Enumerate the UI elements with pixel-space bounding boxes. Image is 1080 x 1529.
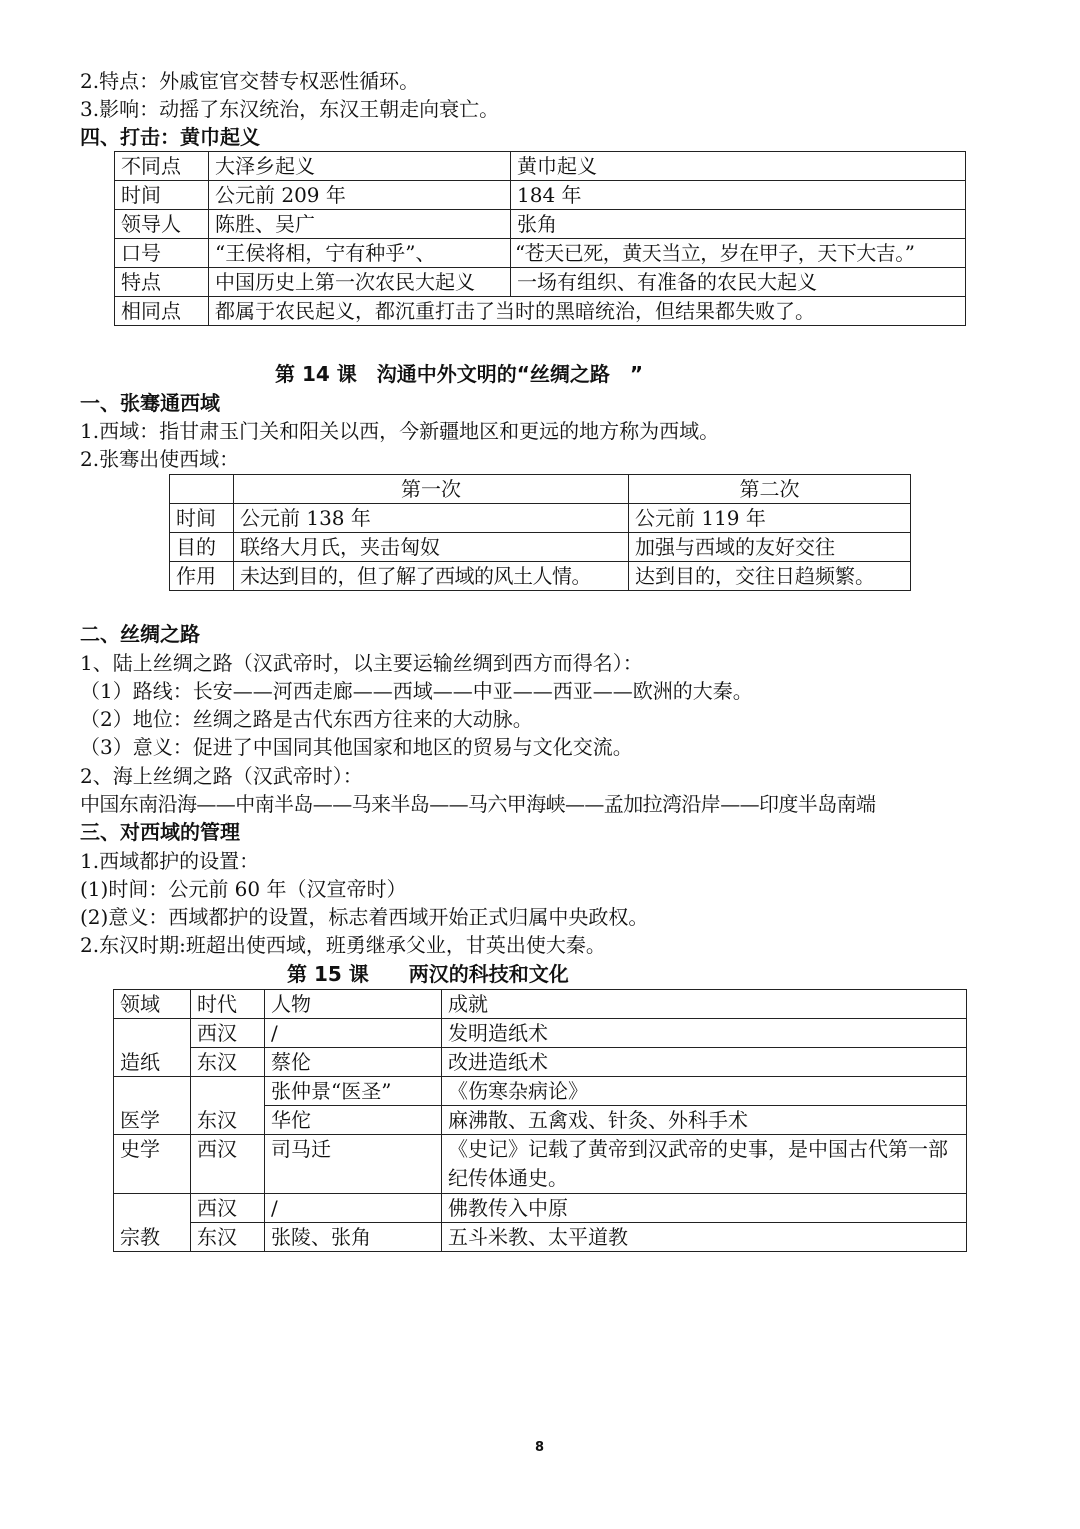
- table-cell: 口号: [115, 239, 209, 268]
- table-row: [114, 1019, 967, 1048]
- text-line: 2.东汉时期:班超出使西域，班勇继承父业，甘英出使大秦。: [80, 933, 606, 957]
- table-row: [114, 1194, 967, 1223]
- table-cell: 达到目的，交往日趋频繁。: [629, 562, 911, 591]
- text-line: 中国东南沿海——中南半岛——马来半岛——马六甲海峡——孟加拉湾沿岸——印度半岛南端: [80, 792, 876, 816]
- table-cell: /: [265, 1019, 442, 1048]
- table-cell: 发明造纸术: [442, 1019, 967, 1048]
- section-heading: 一、张骞通西域: [80, 391, 220, 415]
- table-cell: 改进造纸术: [442, 1048, 967, 1077]
- table-cell: 东汉: [191, 1048, 265, 1077]
- text-line: （3）意义：促进了中国同其他国家和地区的贸易与文化交流。: [80, 735, 633, 759]
- table-cell: 时间: [115, 181, 209, 210]
- table-cell: 司马迁: [265, 1135, 442, 1194]
- table-cell: 华佗: [265, 1106, 442, 1135]
- table-cell: 张陵、张角: [265, 1223, 442, 1252]
- text-line: 2、海上丝绸之路（汉武帝时）：: [80, 764, 363, 788]
- table-row: [114, 1223, 967, 1252]
- table-cell: 五斗米教、太平道教: [442, 1223, 967, 1252]
- table-cell: 成就: [442, 990, 967, 1019]
- han-science-culture-table: [113, 989, 967, 1252]
- text-line: 2.特点：外戚宦官交替专权恶性循环。: [80, 69, 420, 93]
- table-cell: 西汉: [191, 1019, 265, 1048]
- table-cell: 大泽乡起义: [209, 152, 511, 181]
- section-heading: 四、打击：黄巾起义: [80, 125, 260, 149]
- table-cell: 第一次: [234, 475, 629, 504]
- table-cell: 西汉: [191, 1194, 265, 1223]
- text-line: 1.西域都护的设置：: [80, 849, 260, 873]
- table-row: [114, 1077, 967, 1106]
- text-line: （2）地位：丝绸之路是古代东西方往来的大动脉。: [80, 707, 533, 731]
- text-line: (1)时间：公元前 60 年（汉宣帝时）: [80, 877, 407, 901]
- table-cell: 领导人: [115, 210, 209, 239]
- table-cell: 麻沸散、五禽戏、针灸、外科手术: [442, 1106, 967, 1135]
- table-cell: 未达到目的，但了解了西域的风土人情。: [234, 562, 629, 591]
- table-cell: 公元前 119 年: [629, 504, 911, 533]
- table-cell: 一场有组织、有准备的农民大起义: [511, 268, 966, 297]
- table-cell: 陈胜、吴广: [209, 210, 511, 239]
- table-cell: 西汉: [191, 1135, 265, 1194]
- table-header-row: [170, 475, 911, 504]
- table-cell: 加强与西域的友好交往: [629, 533, 911, 562]
- section-heading: 二、丝绸之路: [80, 622, 200, 646]
- table-row: [115, 210, 966, 239]
- text-line: 2.张骞出使西域：: [80, 447, 240, 471]
- table-cell: 宗教: [114, 1194, 191, 1252]
- table-cell: 公元前 138 年: [234, 504, 629, 533]
- table-cell: 184 年: [511, 181, 966, 210]
- table-row: [114, 1048, 967, 1077]
- table-header-row: [115, 152, 966, 181]
- table-cell: 不同点: [115, 152, 209, 181]
- text-line: 1.西域：指甘肃玉门关和阳关以西，今新疆地区和更远的地方称为西域。: [80, 419, 720, 443]
- table-cell: 时间: [170, 504, 234, 533]
- table-cell: 张角: [511, 210, 966, 239]
- table-cell: 《伤寒杂病论》: [442, 1077, 967, 1106]
- table-cell: 公元前 209 年: [209, 181, 511, 210]
- table-row: [114, 1135, 967, 1194]
- table-cell: “王侯将相，宁有种乎”、: [209, 239, 511, 268]
- lesson-title: 第 15 课 两汉的科技和文化: [287, 962, 569, 986]
- table-row: [115, 239, 966, 268]
- uprising-comparison-table: [114, 151, 966, 326]
- table-cell: 时代: [191, 990, 265, 1019]
- table-cell: 佛教传入中原: [442, 1194, 967, 1223]
- table-cell: 都属于农民起义，都沉重打击了当时的黑暗统治，但结果都失败了。: [209, 297, 966, 326]
- table-cell: 史学: [114, 1135, 191, 1194]
- table-cell: 人物: [265, 990, 442, 1019]
- table-cell: 第二次: [629, 475, 911, 504]
- table-cell: 目的: [170, 533, 234, 562]
- section-heading: 三、对西域的管理: [80, 820, 240, 844]
- table-row: [170, 562, 911, 591]
- table-cell: 相同点: [115, 297, 209, 326]
- table-header-row: [114, 990, 967, 1019]
- text-line: （1）路线：长安——河西走廊——西域——中亚——西亚——欧洲的大秦。: [80, 679, 753, 703]
- table-row: [170, 533, 911, 562]
- text-line: 3.影响：动摇了东汉统治，东汉王朝走向衰亡。: [80, 97, 500, 121]
- table-cell: 蔡伦: [265, 1048, 442, 1077]
- zhang-qian-missions-table: [169, 474, 911, 591]
- page-number: 8: [535, 1440, 545, 1455]
- table-cell: 张仲景“医圣”: [265, 1077, 442, 1106]
- table-row: [170, 504, 911, 533]
- table-cell: 作用: [170, 562, 234, 591]
- table-cell: 特点: [115, 268, 209, 297]
- table-cell: 医学: [114, 1077, 191, 1135]
- table-row: [115, 181, 966, 210]
- table-cell: “苍天已死，黄天当立，岁在甲子，天下大吉。”: [511, 239, 966, 268]
- table-cell: /: [265, 1194, 442, 1223]
- lesson-title: 第 14 课 沟通中外文明的“丝绸之路 ”: [275, 362, 644, 386]
- table-cell: 东汉: [191, 1077, 265, 1135]
- table-row: [115, 268, 966, 297]
- text-line: (2)意义：西域都护的设置，标志着西域开始正式归属中央政权。: [80, 905, 649, 929]
- table-cell: [170, 475, 234, 504]
- table-cell: 中国历史上第一次农民大起义: [209, 268, 511, 297]
- table-row: [115, 297, 966, 326]
- table-cell: 领域: [114, 990, 191, 1019]
- table-cell: 黄巾起义: [511, 152, 966, 181]
- text-line: 1、陆上丝绸之路（汉武帝时，以主要运输丝绸到西方而得名）：: [80, 651, 643, 675]
- table-cell: 联络大月氏，夹击匈奴: [234, 533, 629, 562]
- table-cell: 造纸: [114, 1019, 191, 1077]
- table-cell: 东汉: [191, 1223, 265, 1252]
- table-cell: 《史记》记载了黄帝到汉武帝的史事，是中国古代第一部纪传体通史。: [442, 1135, 967, 1194]
